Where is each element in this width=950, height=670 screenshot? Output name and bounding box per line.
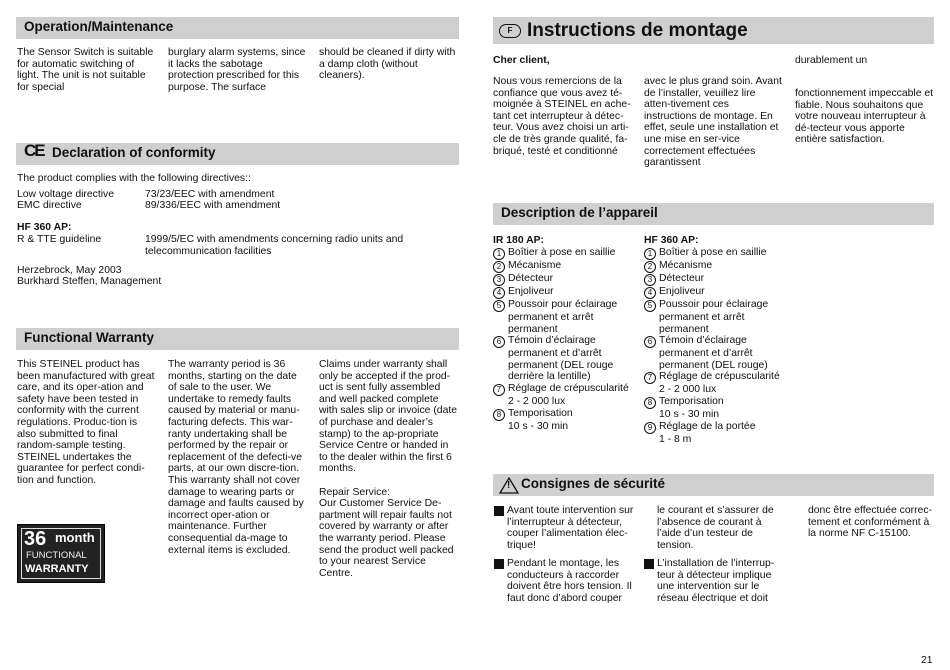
bullet-square-2	[494, 559, 504, 569]
number-circle-icon: 8	[493, 409, 505, 421]
number-circle-icon: 1	[644, 248, 656, 260]
warning-glyph: !	[507, 480, 511, 491]
item-continuation: permanent et arrêt	[508, 312, 594, 323]
item-first-line	[644, 396, 792, 409]
item-continuation: permanent et d’arrêt	[659, 348, 753, 360]
list-item	[493, 273, 641, 286]
item-text: Détecteur	[659, 273, 705, 284]
hf-items-list	[644, 247, 792, 445]
conformity-title: Declaration of conformity	[52, 145, 216, 160]
item-continuation: 10 s - 30 min	[659, 408, 720, 420]
number-circle-icon: 4	[493, 287, 505, 299]
list-item	[644, 396, 792, 421]
badge-line1: FUNCTIONAL	[26, 550, 87, 561]
safety-bullet-1: Avant toute intervention sur l’interrupteur à détecteur, couper l’alimentation élec-trique!	[507, 505, 634, 551]
ce-mark-icon: CE	[24, 141, 44, 160]
conformity-hf-label: HF 360 AP:	[17, 222, 72, 233]
item-text: Réglage de crépuscularité	[659, 371, 780, 383]
bullet-square-3	[644, 559, 654, 569]
list-item	[644, 299, 792, 335]
list-item	[493, 335, 641, 383]
badge-unit: month	[55, 530, 95, 545]
safety-bullet-2: Pendant le montage, les conducteurs à raccorder doivent être hors tension. Il faut donc d’abord couper	[507, 558, 632, 604]
repair-service-text: Our Customer Service De-partment will repair faults not covered by warranty or after the warranty period. Please send the product well packed to your nearest Service Centre.	[319, 498, 454, 579]
number-circle-icon: 4	[644, 287, 656, 299]
number-circle-icon: 8	[644, 397, 656, 409]
list-item	[493, 260, 641, 273]
list-item	[644, 247, 792, 260]
list-item	[493, 286, 641, 299]
item-first-line	[493, 299, 641, 312]
description-title: Description de l’appareil	[501, 205, 658, 220]
conformity-intro: The product complies with the following directives::	[17, 173, 251, 184]
number-circle-icon: 2	[493, 261, 505, 273]
item-text: Boîtier à pose en saillie	[508, 247, 616, 258]
warranty-col2	[168, 359, 308, 556]
badge-number: 36	[24, 528, 47, 550]
warranty-period-text: The warranty period is 36 months, starting on the date of sale to the user. We undertake to remedy faults caused by material or manu-facturing defects. This war-ranty undertaking shall be performed by the repair or replacement of the defecti-ve parts, at our own discre-tion.	[168, 359, 302, 475]
operation-col2: burglary alarm systems, since it lacks the sabotage protection prescribed for this purpose. The surface	[168, 47, 306, 93]
rtte-label: R & TTE guideline	[17, 234, 102, 245]
number-circle-icon: 7	[644, 372, 656, 384]
warranty-header	[16, 328, 459, 350]
item-first-line	[493, 335, 641, 348]
montage-header	[493, 17, 934, 44]
item-continuation: permanent	[659, 323, 709, 335]
item-text: Enjoliveur	[659, 286, 705, 297]
page-number: 21	[921, 655, 933, 666]
item-first-line	[644, 286, 792, 299]
list-item	[644, 421, 792, 446]
intro-col3-first: durablement un	[795, 55, 868, 66]
directive-value-2: 89/336/EEC with amendment	[145, 200, 281, 211]
warranty-col3	[319, 359, 459, 579]
item-text: Mécanisme	[659, 260, 713, 271]
item-continuation: derrière la lentille)	[508, 371, 591, 383]
item-text: Réglage de la portée	[659, 420, 756, 432]
directive-label-2: EMC directive	[17, 200, 82, 211]
item-first-line	[493, 286, 641, 299]
safety-header	[493, 474, 934, 496]
item-continuation: permanent et d’arrêt	[508, 348, 602, 360]
item-continuation: 2 - 2 000 lux	[659, 384, 717, 396]
item-text: Temporisation	[659, 395, 724, 407]
item-text: Détecteur	[508, 273, 554, 284]
list-item	[493, 247, 641, 260]
description-header	[493, 203, 934, 225]
number-circle-icon: 3	[493, 274, 505, 286]
number-circle-icon: 3	[644, 274, 656, 286]
item-continuation: 1 - 8 m	[659, 433, 692, 445]
item-first-line	[644, 260, 792, 273]
safety-bullet-3: L’installation de l’interrup-teur à détecteur implique une intervention sur le réseau électrique et doit	[657, 558, 775, 604]
number-circle-icon: 6	[493, 336, 505, 348]
sign-place: Herzebrock, May 2003	[17, 265, 122, 276]
item-text: Témoin d’éclairage	[508, 335, 596, 347]
montage-title: Instructions de montage	[527, 20, 748, 41]
intro-col3: fonctionnement impeccable et fiable. Nous souhaitons que votre nouveau interrupteur à dé-tecteur vous apporte entière satisfaction.	[795, 88, 934, 146]
list-item	[493, 408, 641, 433]
item-continuation: permanent (DEL rouge	[508, 359, 614, 371]
sign-name: Burkhard Steffen, Management	[17, 276, 162, 287]
item-continuation: permanent (DEL rouge)	[659, 359, 768, 371]
item-text: Mécanisme	[508, 260, 562, 271]
number-circle-icon: 5	[644, 300, 656, 312]
number-circle-icon: 7	[493, 384, 505, 396]
item-text: Poussoir pour éclairage	[508, 299, 618, 310]
list-item	[644, 260, 792, 273]
bullet-square-1	[494, 506, 504, 516]
conformity-header	[16, 143, 459, 165]
number-circle-icon: 9	[644, 422, 656, 434]
repair-service-title: Repair Service:	[319, 486, 391, 498]
item-text: Témoin d’éclairage	[659, 335, 747, 347]
item-first-line	[493, 260, 641, 273]
safety-col3-text: donc être effectuée correc-tement et conformément à la norme NF C-15100.	[808, 505, 932, 540]
number-circle-icon: 2	[644, 261, 656, 273]
rtte-value: 1999/5/EC with amendments concerning radio units and telecommunication facilities	[145, 234, 404, 257]
item-first-line	[644, 273, 792, 286]
number-circle-icon: 1	[493, 248, 505, 260]
language-badge-icon: F	[499, 24, 521, 38]
item-first-line	[644, 421, 792, 434]
intro-col1: Nous vous remercions de la confiance que vous avez té-moignée à STEINEL en ache-tant cet interrupteur à détec-teur. Vous avez choisi un arti-cle de très grande qualité, fa-briqué, testé et conditionné	[493, 76, 631, 157]
item-first-line	[493, 383, 641, 396]
item-text: Réglage de crépuscularité	[508, 382, 629, 394]
list-item	[644, 371, 792, 396]
directive-label-1: Low voltage directive	[17, 189, 115, 200]
item-first-line	[644, 247, 792, 260]
item-first-line	[644, 371, 792, 384]
warranty-claims-text: Claims under warranty shall only be accepted if the prod-uct is sent fully assembled and well packed complete with sales slip or invoice (date of purchase and dealer’s stamp) to the ap-propriate Service Centre or handed in to the dealer within the first 6 months.	[319, 359, 458, 475]
operation-col1: The Sensor Switch is suitable for automatic switching of light. The unit is not suitable for special	[17, 47, 154, 93]
item-text: Boîtier à pose en saillie	[659, 247, 767, 258]
warranty-exclusions-text: This warranty shall not cover damage to wearing parts or damage and faults caused by incorrect oper-ation or maintenance. Further consequential da-mage to external items is excluded.	[168, 474, 304, 556]
item-first-line	[644, 299, 792, 312]
list-item	[644, 335, 792, 371]
number-circle-icon: 5	[493, 300, 505, 312]
directive-value-1: 73/23/EEC with amendment	[145, 189, 275, 200]
safety-title: Consignes de sécurité	[521, 476, 666, 491]
list-item	[644, 286, 792, 299]
warranty-title: Functional Warranty	[24, 330, 155, 345]
ir-label: IR 180 AP:	[493, 235, 545, 246]
operation-header	[16, 17, 459, 39]
list-item	[493, 299, 641, 335]
list-item	[493, 383, 641, 408]
item-continuation: permanent et arrêt	[659, 312, 745, 323]
item-first-line	[493, 273, 641, 286]
item-continuation: permanent	[508, 323, 558, 335]
warranty-badge	[17, 524, 105, 583]
ir-items-list	[493, 247, 641, 432]
item-continuation: 10 s - 30 min	[508, 420, 569, 432]
intro-col2: avec le plus grand soin. Avant de l’installer, veuillez lire atten-tivement ces instructions de montage. En effet, seule une installation et une mise en ser-vice correctement effectuées garantissent	[644, 76, 782, 169]
item-text: Temporisation	[508, 407, 573, 419]
list-item	[644, 273, 792, 286]
badge-line2: WARRANTY	[25, 563, 89, 575]
warranty-col1: This STEINEL product has been manufactured with great care, and its oper-ation and safety have been tested in conformity with the current regulations. Produc-tion is also submitted to final random-sample testing. STEINEL undertakes the guarantee for perfect condi-tion and function.	[17, 359, 155, 486]
item-text: Poussoir pour éclairage	[659, 299, 769, 310]
item-text: Enjoliveur	[508, 286, 554, 297]
hf-label: HF 360 AP:	[644, 235, 699, 246]
operation-col3: should be cleaned if dirty with a damp cloth (without cleaners).	[319, 47, 456, 82]
operation-title: Operation/Maintenance	[24, 19, 174, 34]
item-first-line	[493, 247, 641, 260]
salutation: Cher client,	[493, 55, 550, 66]
item-first-line	[493, 408, 641, 421]
safety-col2-text: le courant et s’assurer de l’absence de courant à l’aide d’un testeur de tension.	[657, 505, 774, 551]
item-first-line	[644, 335, 792, 348]
number-circle-icon: 6	[644, 336, 656, 348]
item-continuation: 2 - 2 000 lux	[508, 395, 566, 407]
